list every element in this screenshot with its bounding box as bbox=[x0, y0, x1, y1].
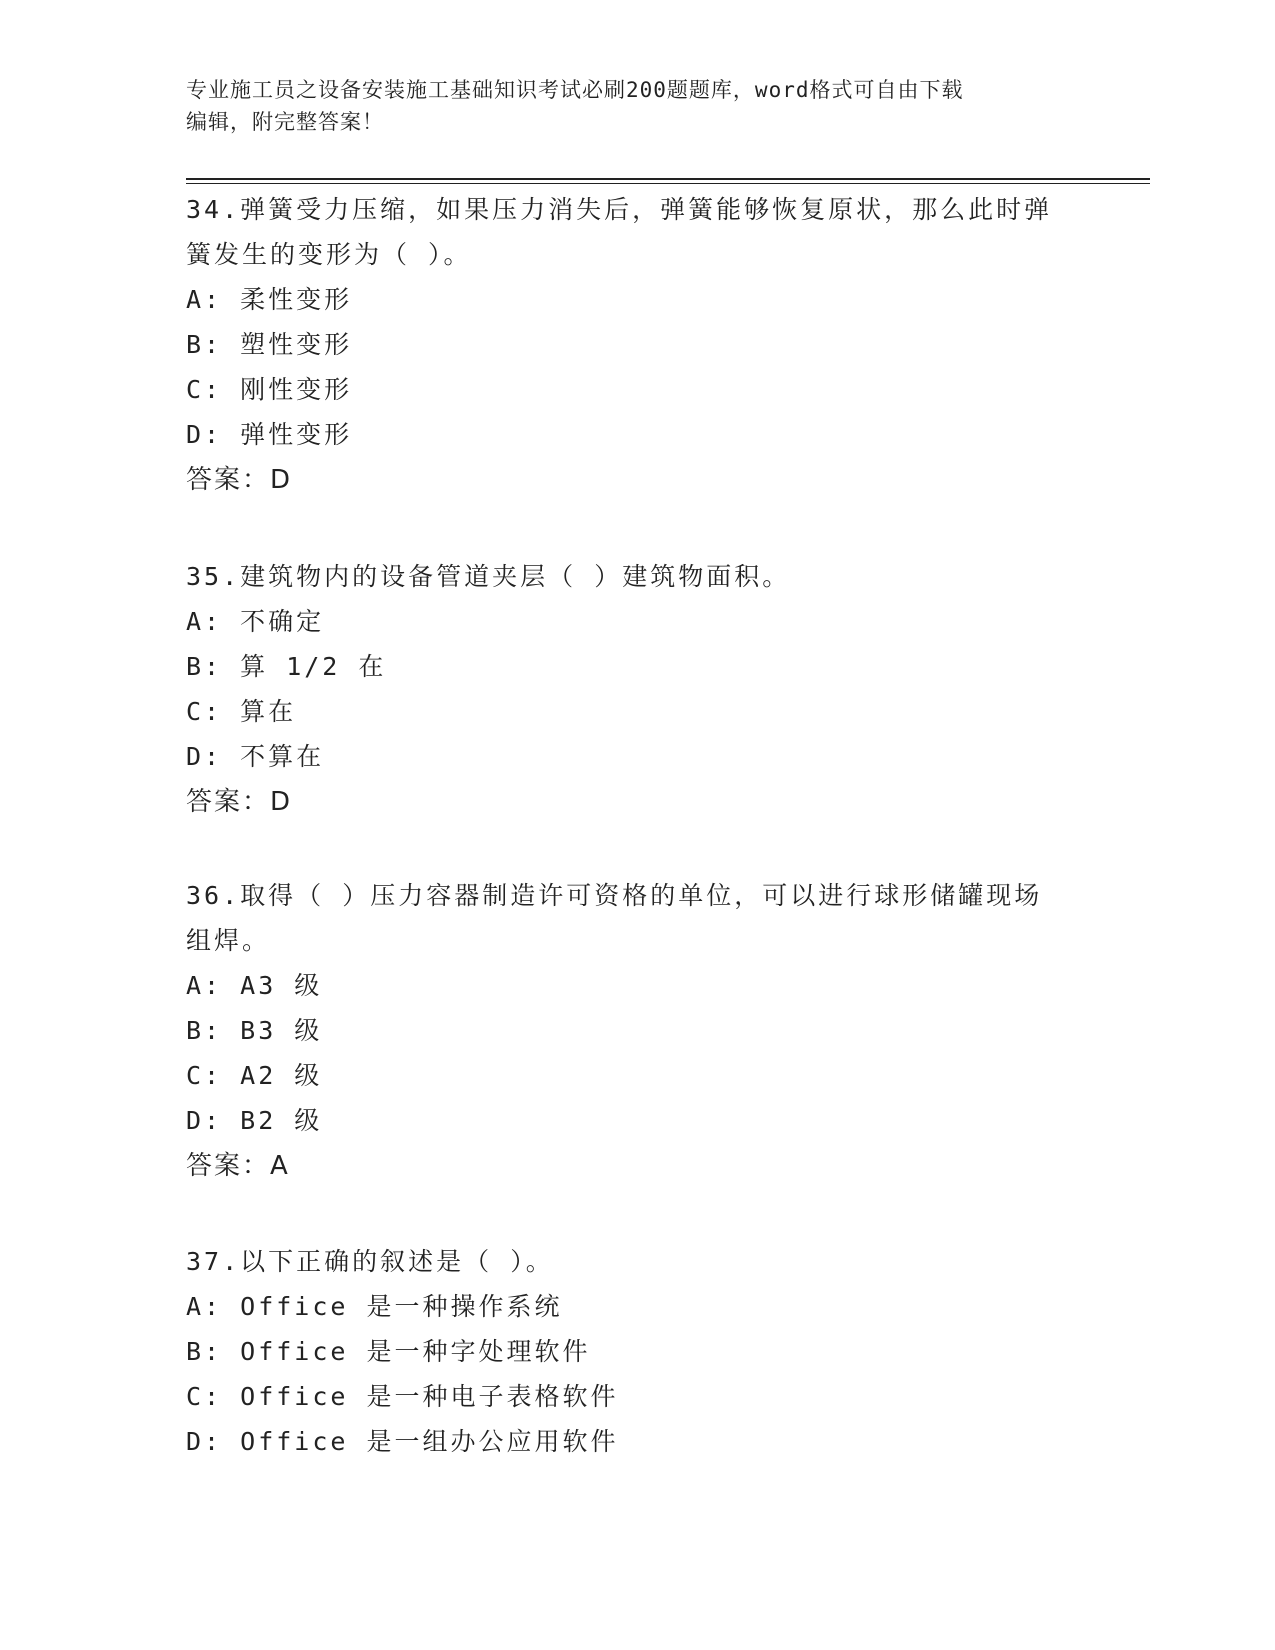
option-a: A: 不确定 bbox=[186, 607, 325, 636]
answer: 答案：A bbox=[186, 1151, 290, 1181]
option-b: B: B3 级 bbox=[186, 1016, 323, 1045]
option-c: C: 算在 bbox=[186, 697, 297, 726]
option-b: B: Office 是一种字处理软件 bbox=[186, 1337, 591, 1366]
header-divider-thick bbox=[186, 178, 1150, 180]
question-stem-continued: 簧发生的变形为（ ）。 bbox=[186, 240, 472, 269]
option-b: B: 算 1/2 在 bbox=[186, 652, 387, 681]
question-stem-continued: 组焊。 bbox=[186, 926, 271, 955]
option-a: A: Office 是一种操作系统 bbox=[186, 1292, 563, 1321]
option-d: D: B2 级 bbox=[186, 1106, 323, 1135]
question-35 bbox=[186, 554, 1086, 825]
option-d: D: 弹性变形 bbox=[186, 420, 353, 449]
question-stem: 34.弹簧受力压缩，如果压力消失后，弹簧能够恢复原状，那么此时弹 bbox=[186, 195, 1053, 224]
document-header: 专业施工员之设备安装施工基础知识考试必刷200题题库，word格式可自由下载 编辑，附完整答案！ bbox=[186, 78, 964, 134]
option-c: C: Office 是一种电子表格软件 bbox=[186, 1382, 619, 1411]
question-stem: 37.以下正确的叙述是（ ）。 bbox=[186, 1247, 554, 1276]
option-c: C: A2 级 bbox=[186, 1061, 323, 1090]
header-divider-thin bbox=[186, 183, 1150, 184]
question-36 bbox=[186, 873, 1086, 1189]
option-d: D: Office 是一组办公应用软件 bbox=[186, 1427, 619, 1456]
option-d: D: 不算在 bbox=[186, 742, 325, 771]
answer: 答案：D bbox=[186, 465, 293, 495]
option-c: C: 刚性变形 bbox=[186, 375, 353, 404]
option-a: A: 柔性变形 bbox=[186, 285, 353, 314]
answer: 答案：D bbox=[186, 787, 293, 817]
option-a: A: A3 级 bbox=[186, 971, 323, 1000]
option-b: B: 塑性变形 bbox=[186, 330, 353, 359]
question-stem: 36.取得（ ）压力容器制造许可资格的单位，可以进行球形储罐现场 bbox=[186, 881, 1043, 910]
question-34 bbox=[186, 187, 1086, 503]
question-37 bbox=[186, 1239, 1086, 1464]
question-stem: 35.建筑物内的设备管道夹层（ ）建筑物面积。 bbox=[186, 562, 791, 591]
